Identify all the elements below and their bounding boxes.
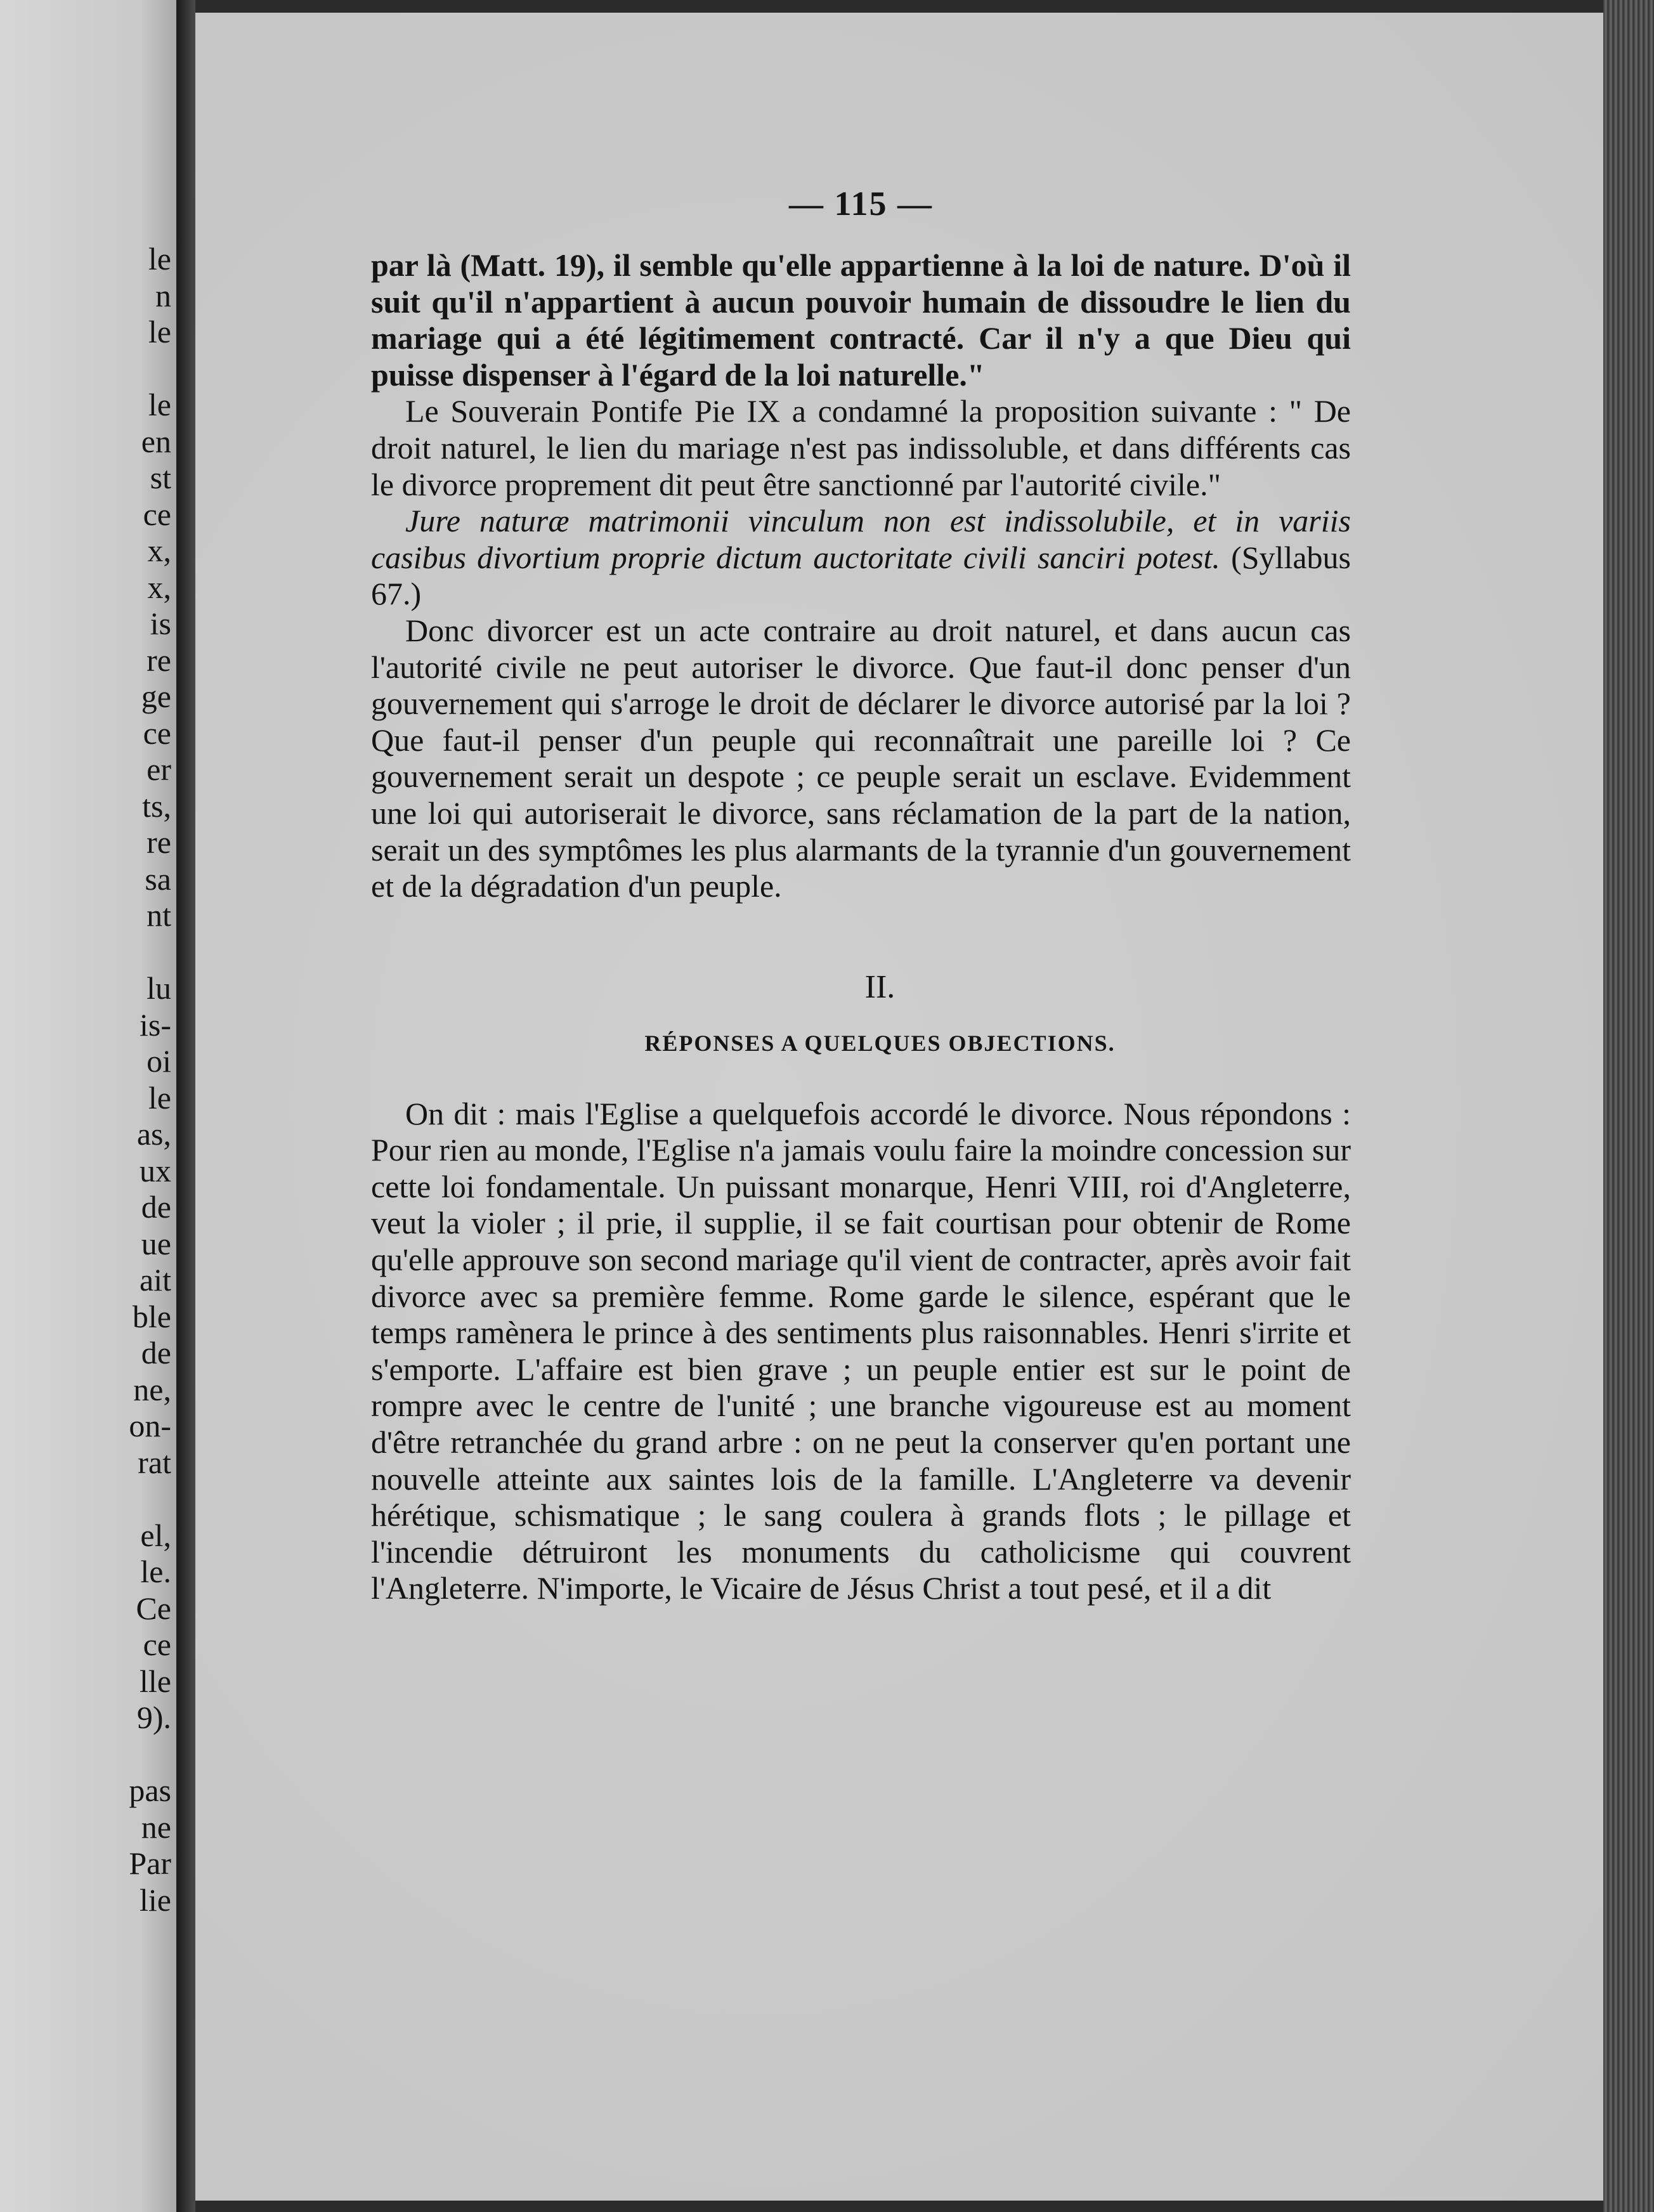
facing-page-fragment: lle bbox=[140, 1663, 171, 1699]
facing-page-fragment: ce bbox=[143, 1627, 171, 1662]
facing-page-fragment: oi bbox=[147, 1043, 171, 1079]
facing-page-fragment: sa bbox=[145, 861, 171, 897]
facing-page-fragment: Ce bbox=[136, 1590, 171, 1626]
facing-page-fragment: le. bbox=[140, 1554, 171, 1589]
paragraph-4: On dit : mais l'Eglise a quelquefois accordé le divorce. Nous répondons : Pour rien au monde, l'Eglise n'a jamais voulu faire la moindre concession sur cette loi fondamentale. Un puissant monarque, Henri VIII, roi d'Angleterre, veut la violer ; il prie, il supplie, il se fait courtisan pour obtenir de Rome qu'elle approuve son second mariage qu'il vient de contracter, après avoir fait divorce avec sa première femme. Rome garde le silence, espérant que le temps ramènera le prince à des sentiments plus raisonnables. Henri s'irrite et s'emporte. L'affaire est bien grave ; un peuple entier est sur le point de rompre avec le centre de l'unité ; une branche vigoureuse est au moment d'être retranchée du grand arbre : on ne peut la conserver qu'en portant une nouvelle atteinte aux saintes lois de la famille. L'Angleterre va devenir hérétique, schismatique ; le sang coulera à grands flots ; le pillage et l'incendie détruiront les monuments du catholicisme qui couvrent l'Angleterre. N'importe, le Vicaire de Jésus Christ a tout pesé, et il a dit bbox=[371, 1095, 1351, 1606]
facing-page-fragment: n bbox=[155, 277, 171, 313]
latin-citation: (Syllabus 67.) bbox=[371, 539, 1351, 612]
facing-page-fragment: is bbox=[150, 606, 171, 641]
facing-page-fragment: le bbox=[148, 1079, 171, 1116]
facing-page-fragment: re bbox=[147, 642, 171, 678]
paragraph-1: par là (Matt. 19), il semble qu'elle appartienne à la loi de nature. D'où il suit qu'il n'appartient à aucun pouvoir humain de dissoudre le lien du mariage qui a été légitimement contracté. Car il n'y a que Dieu qui puisse dispenser à l'égard de la loi naturelle." bbox=[371, 247, 1351, 393]
facing-page-fragment: re bbox=[147, 824, 171, 860]
latin-quote-paragraph bbox=[371, 503, 1351, 613]
facing-page-fragment bbox=[0, 1736, 176, 1773]
facing-page-fragment: 9). bbox=[136, 1700, 171, 1735]
facing-page-fragment: rat bbox=[138, 1444, 171, 1480]
facing-page-fragment: x, bbox=[147, 533, 171, 568]
facing-page-fragment: ge bbox=[141, 679, 171, 714]
facing-page-fragment: de bbox=[141, 1189, 171, 1225]
facing-page-fragment: ait bbox=[140, 1262, 171, 1298]
facing-page bbox=[0, 0, 176, 2212]
facing-page-fragment: le bbox=[148, 241, 171, 276]
section-heading: RÉPONSES A QUELQUES OBJECTIONS. bbox=[644, 1030, 1116, 1056]
facing-page-fragment: ue bbox=[141, 1225, 171, 1261]
paragraph-3: Donc divorcer est un acte contraire au droit naturel, et dans aucun cas l'autorité civile ne peut autoriser le divorce. Que faut-il donc penser d'un gouvernement qui s'arroge le droit de déclarer le divorce autorisé par la loi ? Que faut-il penser d'un peuple qui reconnaîtrait une pareille loi ? Ce gouvernement serait un despote ; ce peuple serait un esclave. Evidemment une loi qui autoriserait le divorce, sans réclamation de la part de la nation, serait un des symptômes les plus alarmants de la tyrannie d'un gouvernement et de la dégradation d'un peuple. bbox=[371, 612, 1351, 904]
facing-page-fragment: st bbox=[150, 460, 171, 495]
facing-page-fragment: de bbox=[141, 1335, 171, 1370]
section-numeral: II. bbox=[864, 968, 895, 1005]
facing-page-fragment: x, bbox=[147, 569, 171, 605]
facing-page-fragment bbox=[0, 1481, 176, 1518]
page-edges bbox=[1603, 0, 1654, 2212]
page-number: — 115 — bbox=[788, 185, 934, 223]
facing-page-fragment: pas bbox=[129, 1773, 171, 1808]
facing-page-fragment: lie bbox=[140, 1882, 171, 1918]
facing-page-fragment: ts, bbox=[142, 788, 171, 824]
facing-page-fragment: Par bbox=[129, 1845, 171, 1881]
facing-page-fragment: nt bbox=[147, 897, 171, 933]
facing-page-fragment: on- bbox=[129, 1408, 171, 1443]
facing-page-fragment: er bbox=[147, 751, 171, 787]
facing-page-fragment bbox=[0, 934, 176, 971]
facing-page-fragment: le bbox=[148, 314, 171, 349]
book-gutter bbox=[176, 0, 195, 2212]
facing-page-fragment bbox=[0, 351, 176, 387]
latin-quote: Jure naturæ matrimonii vinculum non est indissolubile, et in variis casibus divortium proprie dictum auctoritate civili sanciri potest. bbox=[371, 503, 1351, 575]
facing-page-fragment: el, bbox=[140, 1517, 171, 1553]
facing-page-fragment: le bbox=[148, 387, 171, 422]
facing-page-fragment: as, bbox=[136, 1116, 171, 1152]
facing-page-fragment: en bbox=[141, 423, 171, 459]
facing-page-fragment: ne, bbox=[133, 1371, 171, 1407]
facing-page-fragment: ce bbox=[143, 715, 171, 751]
facing-page-fragment: ux bbox=[140, 1152, 171, 1188]
facing-page-fragment: ble bbox=[132, 1298, 171, 1334]
facing-page-text-fragments bbox=[0, 241, 176, 1918]
page-text-block bbox=[371, 184, 1351, 1607]
paragraph-2: Le Souverain Pontife Pie IX a condamné la proposition suivante : " De droit naturel, le lien du mariage n'est pas indissoluble, et dans différents cas le divorce proprement dit peut être sanctionné par l'autorité civile." bbox=[371, 393, 1351, 502]
facing-page-fragment: ce bbox=[143, 496, 171, 532]
facing-page-fragment: is- bbox=[140, 1006, 171, 1043]
facing-page-fragment: ne bbox=[141, 1809, 171, 1845]
facing-page-fragment: lu bbox=[147, 970, 171, 1006]
